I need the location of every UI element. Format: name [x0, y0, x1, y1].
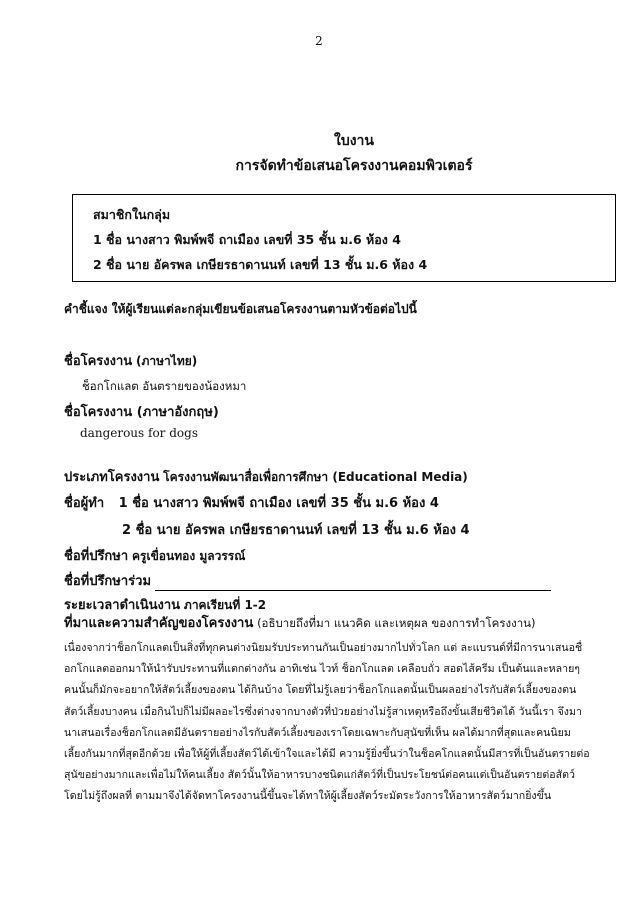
project-name-en-label: ชื่อโครงงาน (ภาษาอังกฤษ): [64, 405, 219, 420]
project-type-label: ประเภทโครงงาน: [64, 470, 160, 485]
rationale-line: สุนัขอย่างมากและเพื่อไม่ให้คนเลี้ยง สัตว์นั้นให้อาหารบางชนิดแก่สัตว์ที่เป็นประโยชน์ต่อคนแต่เป็นอันตรายต่อสัตว์: [64, 769, 575, 782]
project-name-th-value: ช็อกโกแลต อันตรายของน้องหมา: [82, 379, 247, 393]
co-advisor-label: ชื่อที่ปรึกษาร่วม: [64, 574, 152, 589]
advisor-value: ครูเขื่อนทอง มูลวรรณ์: [132, 549, 246, 563]
authors-label: ชื่อผู้ทำ: [64, 496, 105, 511]
project-name-th-label: ชื่อโครงงาน: [64, 354, 133, 369]
rationale-heading-row: [64, 612, 536, 633]
rationale-line: นาเสนอเรื่องช็อกโกแลตมีอันตรายอย่างไรกับสัตว์เลี้ยงของเราโดยเฉพาะกับสุนัขที่เห็น ผลได้มากที่สุดและคนนิยม: [64, 726, 571, 739]
author-item: 1 ชื่อ นางสาว พิมพ์พจี ถาเมือง เลขที่ 35 ชั้น ม.6 ห้อง 4: [118, 496, 439, 511]
rationale-note: (อธิบายถึงที่มา แนวคิด และเหตุผล ของการทำโครงงาน): [257, 616, 536, 630]
rationale-line: อกโกแลตออกมาให้นำรับประทานที่แตกต่างกัน อาทิเช่น ไวท์ ช็อกโกแลต เคลือบถั่ว สอดไส้ครีม เป็นต้นและหลายๆ: [64, 663, 580, 676]
duration-label: ระยะเวลาดำเนินงาน: [64, 598, 181, 613]
page-number: 2: [315, 34, 323, 48]
co-advisor-blank-line: [155, 576, 551, 591]
project-name-th-row: [64, 350, 197, 371]
rationale-line: สัตว์เลี้ยงบางคน เมื่อกินไปก็ไม่มีผลอะไรซึ่งต่างจากบางตัวที่ป่วยอย่างไม่รู้สาเหตุหรือถึงขั้นเสียชีวิตได้ วันนี้เรา จึงมา: [64, 705, 582, 718]
worksheet-title: ใบงาน: [334, 133, 374, 149]
project-type-value: โครงงานพัฒนาสื่อเพื่อการศึกษา (Educational Media): [163, 470, 468, 484]
members-heading: สมาชิกในกลุ่ม: [93, 207, 171, 222]
instruction: คำชี้แจง ให้ผู้เรียนแต่ละกลุ่มเขียนข้อเสนอโครงงานตามหัวข้อต่อไปนี้: [64, 302, 417, 316]
rationale-line: เลี้ยงกันมากที่สุดอีกด้วย เพื่อให้ผู้ที่เลี้ยงสัตว์ได้เข้าใจและได้มี ความรู้ยิ่งขึ้นว่าในช็อคโกแลตนั้นมีสารที่เป็นอันตรายต่อ: [64, 748, 590, 761]
advisor-label: ชื่อที่ปรึกษา: [64, 549, 129, 564]
rationale-line: เนื่องจากว่าช็อกโกแลตเป็นสิ่งที่ทุกคนต่างนิยมรับประทานกันเป็นอย่างมากไปทั่วโลก แต่ ละแบรนด์ที่มีการนาเสนอชื่: [64, 642, 583, 654]
rationale-line: คนนั้นก็มักจะอยากให้สัตว์เลี้ยงของตน ได้กินบ้าง โดยที่ไม่รู้เลยว่าช็อกโกแลตนั้นเป็นผลอย่างไรกับสัตว์เลี้ยงของตน: [64, 684, 577, 697]
duration-value: ภาคเรียนที่ 1-2: [183, 598, 267, 612]
project-name-en-value: dangerous for dogs: [80, 426, 198, 440]
members-box: [72, 194, 616, 282]
advisor-row: [64, 545, 245, 566]
member-item: 2 ชื่อ นาย อัครพล เกษียรธาดานนท์ เลขที่ 13 ชั้น ม.6 ห้อง 4: [93, 257, 428, 272]
worksheet-subtitle: การจัดทำข้อเสนอโครงงานคอมพิวเตอร์: [235, 158, 473, 174]
project-name-th-suffix: (ภาษาไทย): [136, 354, 198, 368]
author-item: 2 ชื่อ นาย อัครพล เกษียรธาดานนท์ เลขที่ 13 ชั้น ม.6 ห้อง 4: [122, 523, 470, 538]
authors-row: [64, 492, 439, 513]
rationale-paragraph: [64, 638, 604, 808]
rationale-line: โดยไม่รู้ถึงผลที่ ตามมาจึงได้จัดทาโครงงานนี้ขึ้นจะได้ทาให้ผู้เลี้ยงสัตว์ระมัดระวังการให้อาหารสัตว์มากยิ่งขึ้น: [64, 790, 552, 803]
rationale-label: ที่มาและความสำคัญของโครงงาน: [64, 616, 254, 631]
co-advisor-row: [64, 570, 551, 591]
member-item: 1 ชื่อ นางสาว พิมพ์พจี ถาเมือง เลขที่ 35 ชั้น ม.6 ห้อง 4: [93, 232, 401, 247]
project-type-row: [64, 466, 468, 487]
